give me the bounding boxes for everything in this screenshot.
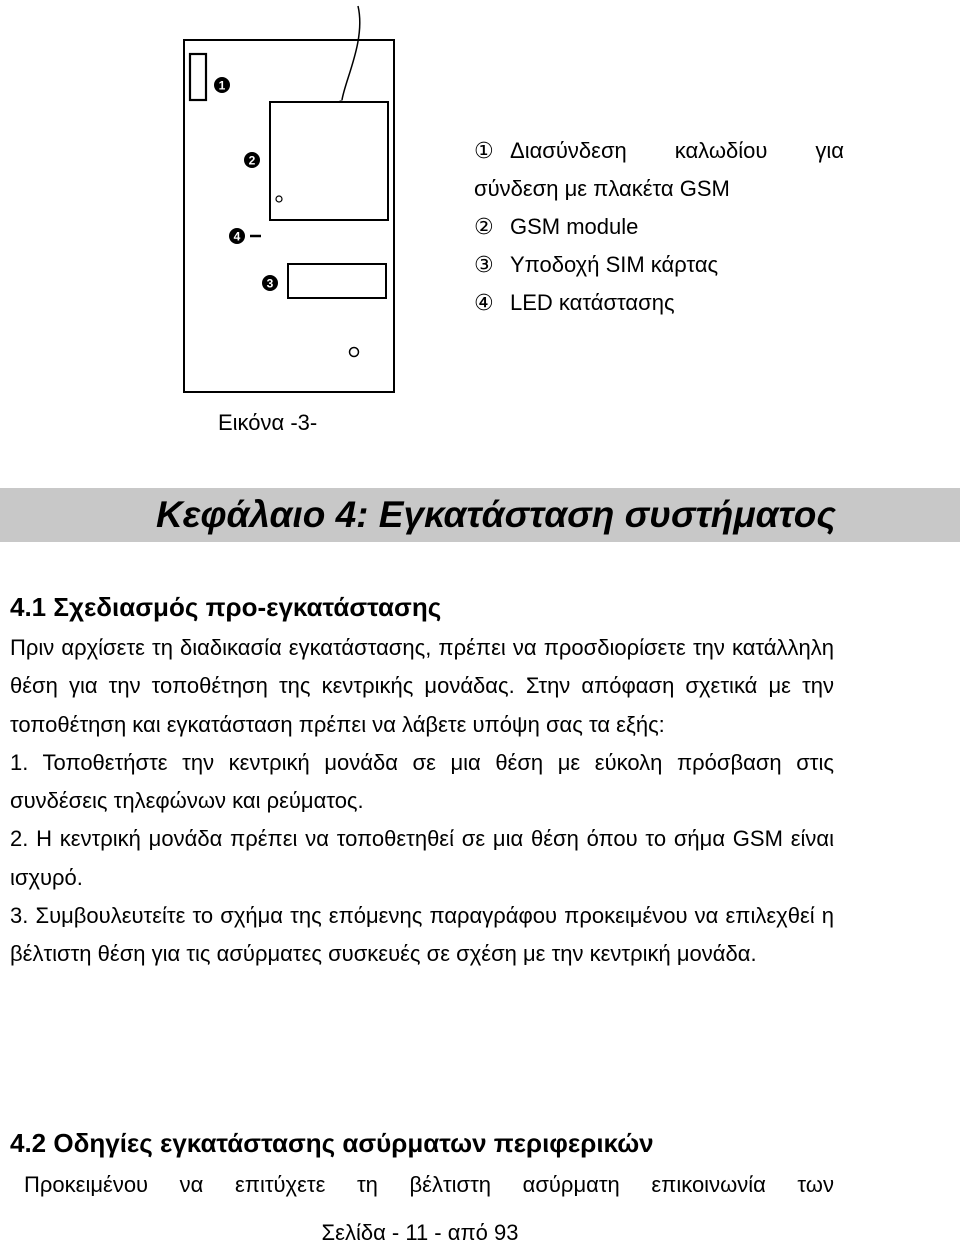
section-heading-4-1: 4.1 Σχεδιασμός προ-εγκατάστασης	[10, 592, 442, 622]
section-heading-4-2: 4.2 Οδηγίες εγκατάστασης ασύρματων περιφερικών	[10, 1128, 654, 1158]
legend-number: ②	[474, 214, 494, 239]
svg-text:4: 4	[233, 229, 241, 244]
chapter-title: Κεφάλαιο 4: Εγκατάσταση συστήματος	[156, 494, 836, 535]
legend-text: Διασύνδεση	[510, 138, 627, 163]
legend-text: LED κατάστασης	[510, 290, 675, 315]
sim-slot	[288, 264, 386, 298]
figure-legend	[474, 132, 844, 322]
legend-text: για	[815, 138, 844, 163]
list-item: 2. Η κεντρική μονάδα πρέπει να τοποθετηθεί σε μια θέση όπου το σήμα GSM είναι ισχυρό.	[10, 826, 834, 890]
list-item: 3. Συμβουλευτείτε το σχήμα της επόμενης παραγράφου προκειμένου να επιλεχθεί η βέλτιστη θέση για τις ασύρματες συσκευές σε σχέση με την κεντρική μονάδα.	[10, 903, 834, 967]
legend-number: ③	[474, 252, 494, 277]
legend-item-2	[474, 208, 844, 246]
marker-1	[214, 77, 230, 93]
intro-paragraph: Προκειμένου να επιτύχετε τη βέλτιστη ασύρματη επικοινωνία των	[24, 1172, 834, 1197]
marker-4	[229, 228, 245, 244]
legend-text: GSM module	[510, 214, 639, 239]
svg-text:3: 3	[266, 276, 274, 291]
legend-item-1-continued	[474, 170, 844, 208]
legend-text: Υποδοχή SIM κάρτας	[510, 252, 719, 277]
figure-caption: Εικόνα -3-	[218, 410, 318, 435]
cable-connector	[190, 54, 206, 100]
gsm-module	[270, 102, 388, 220]
marker-3	[262, 275, 278, 291]
marker-2	[244, 152, 260, 168]
svg-text:1: 1	[218, 78, 226, 93]
page-footer	[0, 1220, 960, 1246]
board-diagram	[170, 0, 410, 400]
legend-item-1	[474, 132, 844, 170]
legend-text: καλωδίου	[674, 138, 768, 163]
page-number: Σελίδα - 11 - από 93	[321, 1220, 519, 1245]
legend-number: ①	[474, 138, 494, 163]
legend-item-3	[474, 246, 844, 284]
legend-item-4	[474, 284, 844, 322]
section-4-1-body	[10, 629, 834, 974]
intro-paragraph: Πριν αρχίσετε τη διαδικασία εγκατάστασης, πρέπει να προσδιορίσετε την κατάλληλη θέση για την τοποθέτηση της κεντρικής μονάδας. Στην απόφαση σχετικά με την τοποθέτηση και εγκατάσταση πρέπει να λάβετε υπόψη σας τα εξής:	[10, 635, 834, 737]
svg-text:2: 2	[248, 153, 256, 168]
list-item: 1. Τοποθετήστε την κεντρική μονάδα σε μια θέση με εύκολη πρόσβαση στις συνδέσεις τηλεφώνων και ρεύματος.	[10, 749, 834, 814]
legend-text: σύνδεση με πλακέτα GSM	[474, 176, 730, 201]
chapter-header	[0, 488, 960, 542]
section-4-2-body	[24, 1166, 834, 1204]
legend-number: ④	[474, 290, 494, 315]
